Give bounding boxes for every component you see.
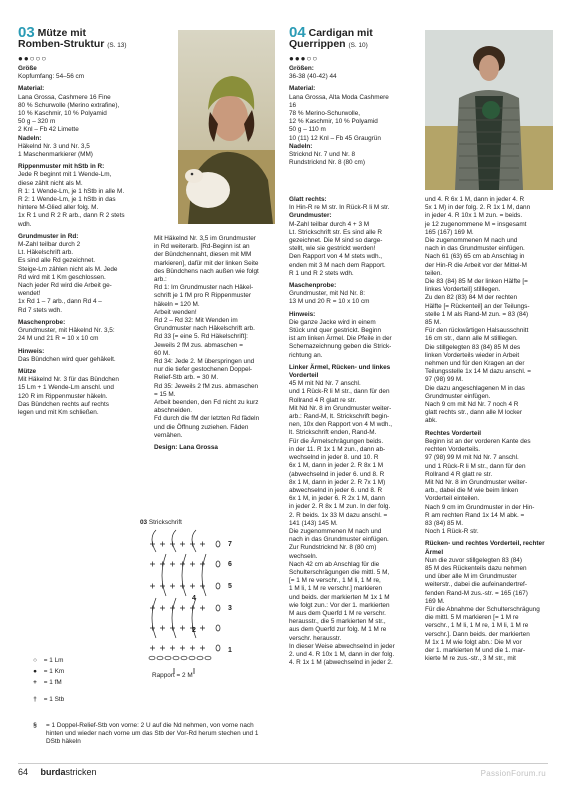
chart-row-number: 2 (192, 627, 196, 634)
text-line: stelle 1 M als Rand-M zun. = 83 (84) (425, 310, 529, 318)
text-line: in jeder 4. R 10x 1 M zun. = beids. (425, 212, 523, 220)
pattern-03-title: 03 Mütze mit Romben-Struktur (S. 13) (18, 24, 127, 50)
chart-row-number: 4 (192, 595, 196, 602)
text-line: der Bündchennaht, diesen mit MM (154, 251, 252, 259)
text-line: Lana Grossa, Cashmere 16 Fine (18, 93, 111, 101)
text-line: in jeder 2. R 8x 1 M zun. In der folg. (289, 503, 391, 511)
text-line: M aus dem Querfd 1 M re verschr. (289, 609, 386, 617)
text-line: 16 cm str., dann alle M stilllegen. (425, 335, 518, 343)
text-line: Zu den 82 (83) 84 M der rechten (425, 294, 518, 302)
hint (289, 319, 419, 360)
text-line: Die dazu angeschlagenen M in das (425, 384, 525, 392)
right-sleeve-instructions (425, 557, 557, 664)
text-line: In dieser Weise abwechselnd in jeder (289, 642, 395, 650)
text-line: und 1 Rück-R li M str., dann für den (425, 462, 526, 470)
text-line: 6x 1 M, in jeder 6. R 2x 1 M, dann (289, 495, 385, 503)
text-line: [= 1 M re verschr., 1 M li, 1 M re, (289, 577, 381, 585)
text-line: Noch 1 Rück-R str. (425, 528, 479, 536)
text-line: Die stillgelegten 83 (84) 85 M des (425, 343, 521, 351)
text-line: der 1. markierten M und die 1. mar- (425, 646, 526, 654)
needles-list (289, 151, 419, 167)
text-line: Die ganze Jacke wird in einem (289, 318, 376, 326)
base-pattern (18, 241, 166, 315)
chart-row-number: 1 (228, 647, 232, 654)
legend-item: ○ = 1 Lm (33, 657, 64, 664)
text-line: (abwechselnd in jeder 6. und 8. R (289, 470, 385, 478)
text-line: Nach 42 cm ab Anschlag für die (289, 560, 380, 568)
text-line: 141 (143) 145 M. (289, 519, 338, 527)
pattern-04-title: 04 Cardigan mit Querrippen (S. 10) (289, 24, 373, 50)
text-line: 1x R 1 und R 2 R arb., dann R 2 stets (18, 212, 125, 220)
text-line: abschneiden. (154, 407, 193, 415)
chart-label: 03 Strickschrift (140, 519, 182, 526)
text-line: verschr. herausstr. (289, 634, 342, 642)
legend-item: § = 1 Doppel-Relief-Stb von vorne: 2 U auf die Nd nehmen, von vorne nach hinten und wieder nach vorne um das Stb der Vor-Rd herum stechen und 1 DStb häkeln (33, 722, 259, 745)
text-line: 1x Rd 1 – 7 arb., dann Rd 4 – (18, 298, 102, 306)
footer-divider (18, 763, 548, 764)
text-line: Rd 34: Jede 2. M überspringen und (154, 358, 255, 366)
page-footer (18, 767, 97, 777)
text-line: 169 M. (425, 597, 445, 605)
chart-row-number: 6 (228, 561, 232, 568)
rib-pattern (18, 171, 166, 228)
text-line: aus dem Querfd zur folg. M 1 M re (289, 626, 387, 634)
text-line: = 15 M. (154, 390, 176, 398)
text-line: Nach 9 cm mit Nd Nr. 7 noch 4 R (425, 401, 519, 409)
text-line: arb.: Rand-M, lt. Strickschrift begin- (289, 413, 390, 421)
text-line: Mit Häkelnd Nr. 3,5 im Grundmuster (154, 235, 256, 242)
text-line: diese zählt nicht als M. (18, 179, 83, 187)
text-line: 15 Lm + 1 Wende-Lm anschl. und (18, 384, 114, 392)
text-line: Den Rapport von 4 M stets wdh., (289, 253, 383, 261)
text-line: R 1: 1 Wende-Lm, je 1 hStb in alle M. (18, 187, 125, 195)
text-line: nen, 10x den Rapport von 4 M wdh., (289, 421, 393, 429)
text-line: und die Öffnung zuziehen. Fäden (154, 423, 249, 431)
design-credit: Design: Lana Grossa (154, 444, 218, 452)
text-line: Steige-Lm zählen nicht als M. Jede (18, 265, 118, 273)
text-line: 13 M und 20 R = 10 x 10 cm (289, 298, 370, 306)
text-line: 10 (11) 12 Knl – Fb 45 Graugrün (289, 134, 381, 142)
watermark: PassionForum.ru (480, 769, 546, 778)
text-line: abk. (425, 417, 438, 425)
text-line: ist am linken Ärmel. Die Pfeile in der (289, 335, 392, 343)
text-line: Zur Rundstricknd Nr. 8 (80 cm) (289, 544, 377, 552)
legend-item: ● = 1 Km (33, 668, 65, 675)
text-line: abwechselnd in jeder 6. und 8. R (289, 486, 383, 494)
text-line: R 2: 1 Wende-Lm, je 1 hStb in das (18, 196, 116, 204)
text-line: Grundmuster, mit Häkelnd Nr. 3,5: (18, 327, 115, 335)
text-line: hintere M-Glied aller folg. M. (18, 204, 99, 212)
page-number: 64 (18, 767, 29, 777)
brand-suffix: stricken (65, 767, 97, 777)
cardigan-col-1: Glatt rechts: In Hin-R re M str. In Rück-R li M str. Grundmuster: M-Zahl teilbar durch 4 + 3 M Lt. Strickschrift str. Es sind alle R gezeichnet. Die M sind so darge- stellt, wie sie gestrickt werden! Den Rapport von 4 M stets wdh., enden mit 3 M nach dem Rapport. R 1 und R 2 stets wdh. Maschenprobe: Grundmuster, mit Nd Nr. 8: 13 M und 20 R = 10 x 10 cm Hinweis: Die ganze Jacke wird in einem Stück und quer gestrickt. Beginn ist am linken Ärmel. Die Pfeile in der Schemazeichnung geben die Strick- richtung an. Linker Ärmel, Rücken- und linkes Vorderteil 45 M mit Nd Nr. 7 anschl. und 1 Rück-R li M str., dann für den Rollrand 4 R glatt re str. Mit Nd Nr. 8 im Grundmuster weiter- arb.: Rand-M, lt. Strickschrift begin- nen, 10x den Rapport von 4 M wdh., lt. Strickschrift enden, Rand-M. Für die Ärmelschrägungen beids. in der 11. R 1x 1 M zun., dann ab- wechselnd in jeder 8. und 10. R 6x 1 M, dann in jeder 2. R 8x 1 M (abwechselnd in jeder 6. und 8. R 8x 1 M, dann in jeder 2. R 7x 1 M) abwechselnd in jeder 6. und 8. R 6x 1 M, in jeder 6. R 2x 1 M, dann in jeder 2. R 8x 1 M zun. In der folg. 2. R beids. 1x 33 M dazu anschl. = 141 (143) 145 M. Die zugenommenen M nach und nach in das Grundmuster einfügen. Zur Rundstricknd Nr. 8 (80 cm) wechseln. Nach 42 cm ab Anschlag für die Schulterschrägungen die mittl. 5 M, [= 1 M re verschr., 1 M li, 1 M re, 1 M li, 1 M re verschr.] markieren und beids. der markierten M 1x 1 M wie folgt zun.: Vor der 1. markierten M aus dem Querfd 1 M re verschr. herausstr., die 5 markierten M str., aus dem Querfd zur folg. M 1 M re verschr. herausstr. In dieser Weise abwechselnd in jeder 2. und 4. R 10x 1 M, dann in der folg. 4. R 1x 1 M (abwechselnd in jeder 2. (289, 196, 419, 667)
text-line: Rd 2 – Rd 32: Mit Wenden im (154, 317, 238, 325)
text-line: Das Bündchen wird quer gehäkelt. (18, 355, 116, 363)
text-line: Nach 9 cm im Grundmuster in der Hin- (425, 503, 535, 511)
text-line: wie folgt zun.: Vor der 1. markierten (289, 601, 390, 609)
text-line: linkes Vorderteil] stilllegen. (425, 286, 501, 294)
text-line: schrift je 1 fM pro R Rippenmuster (154, 292, 251, 300)
text-line: 50 g – 320 m (18, 118, 56, 126)
text-line: 4. R 1x 1 M (abwechselnd in jeder 2. (289, 659, 393, 667)
text-line: wechseln. (289, 552, 318, 560)
text-line: Grundmuster nach Häkelschrift arb. (154, 325, 255, 333)
text-line: Es sind alle Rd gezeichnet. (18, 257, 96, 265)
text-line: 120 R im Rippenmuster häkeln. (18, 392, 108, 400)
rapport-label: Rapport = 2 M (152, 672, 193, 679)
text-line: glatt rechts str., dann alle M locker (425, 409, 522, 417)
text-line: R am rechten Rand 1x 14 M abk. = (425, 511, 525, 519)
text-line: nehmen und für den Kragen an der (425, 360, 525, 368)
text-line: 97 (98) 99 M mit Nd Nr. 7 anschl. (425, 454, 519, 462)
text-line: wechselnd in jeder 8. und 10. R (289, 454, 379, 462)
text-line: 85 M des Rückenteils dazu nehmen (425, 564, 527, 572)
text-line: verschr.]. Dann beids. der markierten (425, 630, 530, 638)
text-line: Arbeit wenden! (154, 308, 197, 316)
text-line: 85 M. (425, 319, 441, 327)
text-line: Die 83 (84) 85 M der linken Hälfte [= (425, 278, 528, 286)
text-line: R 1 und R 2 stets wdh. (289, 269, 354, 277)
text-line: Rd 1: Im Grundmuster nach Häkel- (154, 284, 254, 292)
text-line: Rundstricknd Nr. 8 (80 cm) (289, 159, 366, 167)
text-line: Rd 7 stets wdh. (18, 306, 63, 314)
difficulty-dots: ●●○○○ (18, 54, 48, 63)
material-list (18, 94, 166, 135)
text-line: Rd 35: Jeweils 2 fM zus. abmaschen (154, 382, 259, 390)
text-line: 83 (84) 85 M. (425, 519, 464, 527)
text-line: Nach 61 (63) 65 cm ab Anschlag in (425, 253, 525, 261)
text-line: lt. Strickschrift enden, Rand-M. (289, 429, 377, 437)
text-line: stellt, wie sie gestrickt werden! (289, 245, 376, 253)
chart-stitch-grid (150, 542, 205, 651)
text-line: rechten Vorderteils. (425, 446, 481, 454)
text-line: Beginn ist an der vorderen Kante des (425, 437, 531, 445)
text-line: nach in das Grundmuster einfügen. (289, 536, 389, 544)
hat-photo-illustration (178, 30, 275, 224)
hint (18, 356, 166, 364)
cardigan-photo-illustration (425, 30, 553, 190)
text-line: teilen. (425, 269, 443, 277)
text-line: und beids. der markierten M 1x 1 M (289, 593, 390, 601)
text-line: wdh. (18, 220, 32, 228)
text-line: Lt. Strickschrift str. Es sind alle R (289, 228, 383, 236)
text-line: 2. R beids. 1x 33 M dazu anschl. = (289, 511, 388, 519)
text-line: des Bündchens nach außen wie folgt (154, 267, 259, 275)
text-line: arb., dabei die M wie beim linken (425, 487, 519, 495)
text-line: und 1 Rück-R li M str., dann für den (289, 388, 390, 396)
text-line: legen und mit Km schließen. (18, 408, 99, 416)
text-line: Das Bündchen rechts auf rechts (18, 400, 109, 408)
text-line: Nun die zuvor stillgelegten 83 (84) (425, 556, 522, 564)
text-line: 1 Maschenmarkierer (MM) (18, 151, 93, 159)
text-line: linken Vorderteils wieder in Arbeit (425, 351, 520, 359)
text-line: nur die tiefer gestochenen Doppel- (154, 366, 253, 374)
chart-row-number: 7 (228, 541, 232, 548)
text-line: je 12 zugenommene M = insgesamt (425, 220, 527, 228)
text-line: Mit Nd Nr. 8 im Grundmuster weiter- (289, 404, 392, 412)
text-line: 6x 1 M, dann in jeder 2. R 8x 1 M (289, 462, 384, 470)
text-line: 2 Knl – Fb 42 Limette (18, 126, 79, 134)
hat-photo (178, 30, 275, 224)
text-line: in Rd weiterarb. [Rd-Beginn ist an (154, 243, 250, 251)
gauge (289, 290, 419, 306)
text-line: kierte M re zus.-str., 3 M str., mit (425, 655, 516, 663)
chart-legend (28, 657, 264, 746)
text-line: gezeichnet. Die M sind so darge- (289, 237, 383, 245)
text-line: 10 % Kaschmir, 10 % Polyamid (18, 110, 107, 118)
text-line: Mit Häkelnd Nr. 3 für das Bündchen (18, 376, 119, 384)
text-line: 24 M und 21 R = 10 x 10 cm (18, 335, 99, 343)
text-line: Arbeit beenden, den Fd nicht zu kurz (154, 399, 259, 407)
text-line: Stück und quer gestrickt. Beginn (289, 327, 382, 335)
text-line: Für die Ärmelschrägungen beids. (289, 437, 384, 445)
right-front-instructions (425, 438, 557, 536)
text-line: 50 g – 110 m (289, 126, 326, 134)
text-line: und über alle M im Grundmuster (425, 573, 517, 581)
text-line: weiterstr., dabei die aufeinandertref- (425, 581, 527, 589)
text-line: Häkelnd Nr. 3 und Nr. 3,5 (18, 142, 90, 150)
material-list (289, 94, 419, 143)
text-line: die mittl. 5 M markieren [= 1 M re (425, 614, 519, 622)
text-line: herausstr., die 5 markierten M str., (289, 618, 386, 626)
text-line: 45 M mit Nd Nr. 7 anschl. (289, 380, 361, 388)
text-line: Grundmuster einfügen. (425, 392, 491, 400)
text-line: 2. und 4. R 10x 1 M, dann in der folg. (289, 650, 395, 658)
gauge (18, 327, 166, 343)
text-line: richtung an. (289, 351, 323, 359)
text-line: Für die Abnahme der Schulterschrägung (425, 605, 540, 613)
text-line: 16 (289, 101, 297, 109)
cardigan-photo (425, 30, 553, 190)
text-line: Jeweils 2 fM zus. abmaschen = (154, 341, 243, 349)
text-line: Lt. Häkelschrift arb. (18, 249, 74, 257)
text-line: 165 (167) 169 M. (425, 228, 474, 236)
legend-item: † = 1 Stb (33, 696, 65, 703)
chart-row-numbers (192, 541, 232, 654)
text-line: vernähen. (154, 431, 183, 439)
text-line: in der 11. R 1x 1 M zun., dann ab- (289, 445, 386, 453)
chart-turning-chains (216, 541, 220, 651)
text-line: Rollrand 4 R glatt re str. (289, 396, 357, 404)
pattern-03-info: 03 Mütze mit Romben-Struktur (S. 13) ●●○○○ Größe Kopfumfang: 54–56 cm Material: Lana Grossa, Cashmere 16 Fine 80 % Schurwolle (Merino extrafine), 10 % Kaschmir, 10 % Polyamid 50 g – 320 m 2 Knl – Fb 42 Limette Nadeln: Häkelnd Nr. 3 und Nr. 3,5 1 Maschenmarkierer (MM) Rippenmuster mit hStb in R: Jede R beginnt mit 1 Wende-Lm, diese zählt nicht als M. R 1: 1 Wende-Lm, je 1 hStb in alle M. R 2: 1 Wende-Lm, je 1 hStb in das hintere M-Glied aller folg. M. 1x R 1 und R 2 R arb., dann R 2 stets wdh. Grundmuster in Rd: M-Zahl teilbar durch 2 Lt. Häkelschrift arb. Es sind alle Rd gezeichnet. Steige-Lm zählen nicht als M. Jede Rd wird mit 1 Km geschlossen. Nach jeder Rd wird die Arbeit ge- wendet! 1x Rd 1 – 7 arb., dann Rd 4 – Rd 7 stets wdh. Maschenprobe: Grundmuster, mit Häkelnd Nr. 3,5: 24 M und 21 R = 10 x 10 cm Hinweis: Das Bündchen wird quer gehäkelt. Mütze Mit Häkelnd Nr. 3 für das Bündchen 15 Lm + 1 Wende-Lm anschl. und 120 R im Rippenmuster häkeln. Das Bündchen rechts auf rechts legen und mit Km schließen. (18, 27, 166, 417)
text-line: 1 M li, 1 M re verschr.] markieren (289, 585, 383, 593)
cardigan-col-2: und 4. R 6x 1 M, dann in jeder 4. R 5x 1 M) in der folg. 2. R 1x 1 M, dann in jeder 4. R 10x 1 M zun. = beids. je 12 zugenommene M = insgesamt 165 (167) 169 M. Die zugenommenen M nach und nach in das Grundmuster einfügen. Nach 61 (63) 65 cm ab Anschlag in der Hin-R die Arbeit vor der Mittel-M teilen. Die 83 (84) 85 M der linken Hälfte [= linkes Vorderteil] stilllegen. Zu den 82 (83) 84 M der rechten Hälfte [= Rückenteil] an der Teilungs- stelle 1 M als Rand-M zun. = 83 (84) 85 M. Für den rückwärtigen Halsausschnitt 16 cm str., dann alle M stilllegen. Die stillgelegten 83 (84) 85 M des linken Vorderteils wieder in Arbeit nehmen und für den Kragen an der Teilungsstelle 1x 14 M dazu anschl. = 97 (98) 99 M. Die dazu angeschlagenen M in das Grundmuster einfügen. Nach 9 cm mit Nd Nr. 7 noch 4 R glatt rechts str., dann alle M locker abk. Rechtes Vorderteil Beginn ist an der vorderen Kante des rechten Vorderteils. 97 (98) 99 M mit Nd Nr. 7 anschl. und 1 Rück-R li M str., dann für den Rollrand 4 R glatt re str. Mit Nd Nr. 8 im Grundmuster weiter- arb., dabei die M wie beim linken Vorderteil einteilen. Nach 9 cm im Grundmuster in der Hin- R am rechten Rand 1x 14 M abk. = 83 (84) 85 M. Noch 1 Rück-R str. Rücken- und rechtes Vorderteil, rechter Ärmel Nun die zuvor stillgelegten 83 (84) 85 M des Rückenteils dazu nehmen und über alle M im Grundmuster weiterstr., dabei die aufeinandertref- fenden Rand-M zus.-str. = 165 (167) 169 M. Für die Abnahme der Schulterschrägung die mittl. 5 M markieren [= 1 M re verschr., 1 M li, 1 M re, 1 M li, 1 M re verschr.]. Dann beids. der markierten M 1x 1 M wie folgt abn.: Die M vor der 1. markierten M und die 1. mar- kierte M re zus.-str., 3 M str., mit (425, 196, 557, 663)
text-line: 8x 1 M, dann in jeder 2. R 7x 1 M) (289, 478, 386, 486)
text-line: Mit Nd Nr. 8 im Grundmuster weiter- (425, 478, 528, 486)
text-line: enden mit 3 M nach dem Rapport. (289, 261, 386, 269)
text-line: Die zugenommenen M nach und (289, 527, 382, 535)
text-line: Rd wird mit 1 Km geschlossen. (18, 273, 106, 281)
text-line: M 1x 1 M wie folgt abn.: Die M vor (425, 638, 522, 646)
text-line: Jede R beginnt mit 1 Wende-Lm, (18, 171, 112, 179)
text-line: Hälfte [= Rückenteil] an der Teilungs- (425, 302, 530, 310)
text-line: häkeln = 120 M. (154, 300, 200, 308)
base-pattern (289, 221, 419, 278)
text-line: Die zugenommenen M nach und (425, 237, 518, 245)
text-line: Schulterschrägungen die mittl. 5 M, (289, 568, 390, 576)
text-line: Grundmuster, mit Nd Nr. 8: (289, 290, 366, 298)
text-line: 78 % Merino-Schurwolle, (289, 110, 361, 118)
difficulty-dots: ●●●○○ (289, 54, 319, 63)
text-line: verschr., 1 M li, 1 M re, 1 M li, 1 M re (425, 622, 529, 630)
text-line: Stricknd Nr. 7 und Nr. 8 (289, 151, 356, 159)
text-line: Relief-Stb arb. = 30 M. (154, 374, 219, 382)
text-line: Schemazeichnung geben die Strick- (289, 343, 392, 351)
text-line: Für den rückwärtigen Halsausschnitt (425, 327, 529, 335)
brand-name: burda (40, 767, 66, 777)
chart-relief-loops (152, 530, 206, 638)
text-line: arb.: (154, 276, 167, 284)
text-line: Fd durch die fM der letzten Rd fädeln (154, 415, 260, 423)
text-line: Teilungsstelle 1x 14 M dazu anschl. = (425, 368, 532, 376)
chart-row-number: 5 (228, 583, 232, 590)
text-line: der Hin-R die Arbeit vor der Mittel-M (425, 261, 527, 269)
text-line: und 4. R 6x 1 M, dann in jeder 4. R (425, 196, 525, 203)
text-line: Rollrand 4 R glatt re str. (425, 470, 493, 478)
text-line: 60 M. (154, 349, 170, 357)
text-line: markieren], dafür mit der linken Seite (154, 259, 259, 267)
hat-instructions (18, 376, 166, 417)
text-line: M-Zahl teilbar durch 4 + 3 M (289, 220, 370, 228)
text-line: Nach jeder Rd wird die Arbeit ge- (18, 282, 112, 290)
text-line: In Hin-R re M str. In Rück-R li M str. (289, 204, 390, 212)
text-line: Rd 33 [= eine 5. Rd Häkelschrift]: (154, 333, 248, 341)
text-line: wendet! (18, 290, 41, 298)
text-line: 12 % Kaschmir, 10 % Polyamid (289, 118, 378, 126)
left-sleeve-instructions (289, 380, 419, 667)
text-line: Lana Grossa, Alta Moda Cashmere (289, 93, 389, 101)
legend-item: + = 1 fM (33, 679, 62, 686)
hat-continued (154, 235, 278, 456)
text-line: fenden Rand-M zus.-str. = 165 (167) (425, 589, 528, 597)
plain-knit (289, 204, 419, 212)
text-line: 5x 1 M) in der folg. 2. R 1x 1 M, dann (425, 204, 531, 212)
text-line: Vorderteil einteilen. (425, 495, 480, 503)
text-line: nach in das Grundmuster einfügen. (425, 245, 525, 253)
text-line: M-Zahl teilbar durch 2 (18, 241, 81, 249)
text-line: 97 (98) 99 M. (425, 376, 464, 384)
cardigan-continued (425, 196, 557, 426)
pattern-04-info: 04 Cardigan mit Querrippen (S. 10) ●●●○○ Größen: 36-38 (40-42) 44 Material: Lana Grossa, Alta Moda Cashmere 16 78 % Merino-Schurwolle, 12 % Kaschmir, 10 % Polyamid 50 g – 110 m 10 (11) 12 Knl – Fb 45 Graugrün Nadeln: Stricknd Nr. 7 und Nr. 8 Rundstricknd Nr. 8 (80 cm) (289, 27, 419, 167)
text-line: 80 % Schurwolle (Merino extrafine), (18, 101, 120, 109)
chart-row-number: 3 (228, 605, 232, 612)
needles-list (18, 143, 166, 159)
hat-continued-text (154, 235, 278, 440)
